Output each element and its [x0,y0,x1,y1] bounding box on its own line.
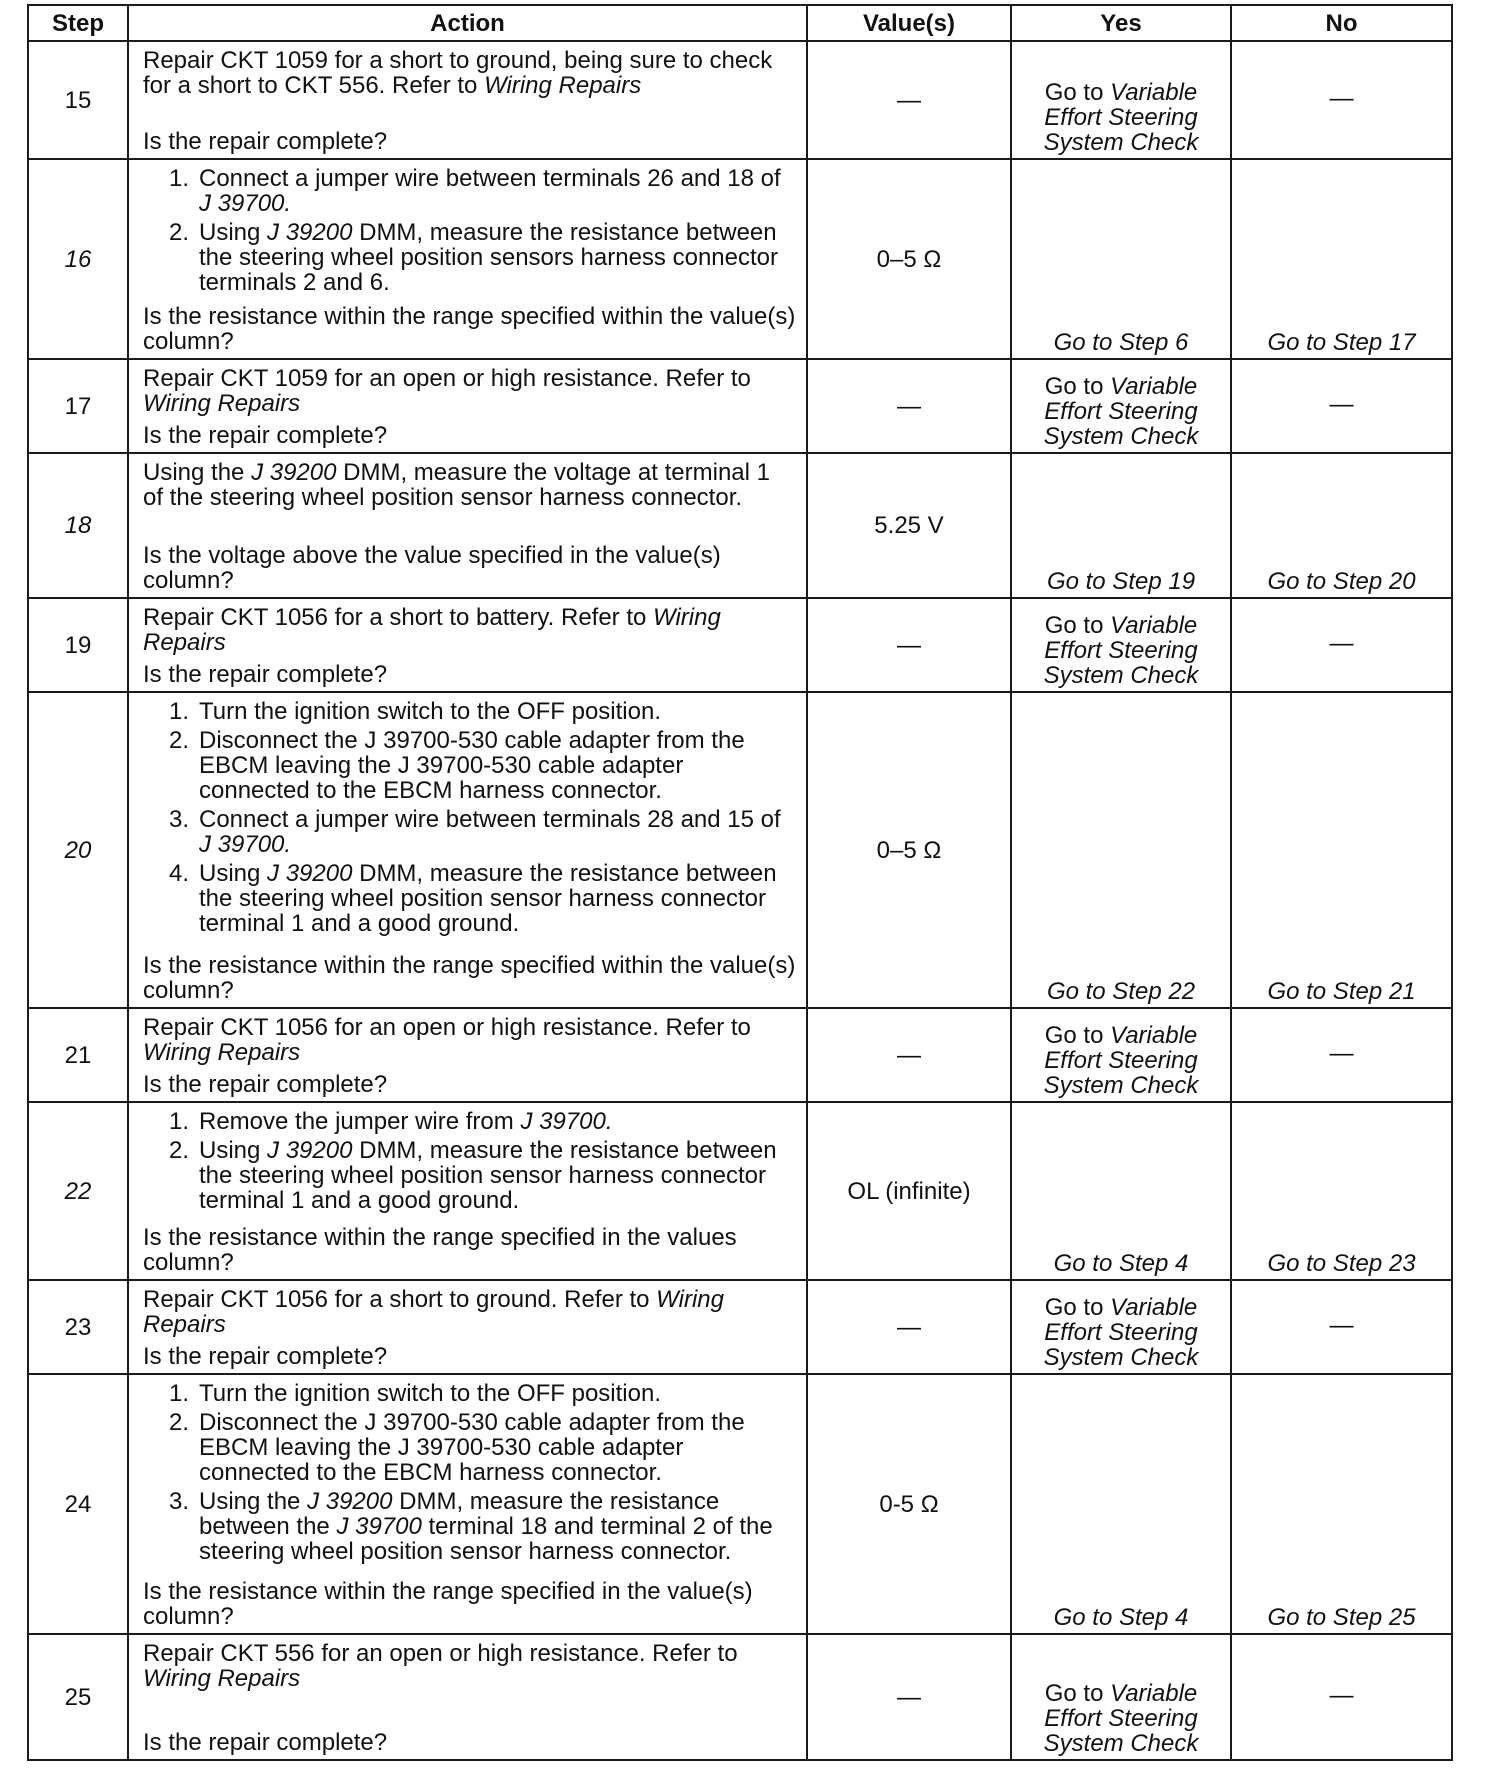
table-row [28,1634,1452,1760]
header-action: Action [128,5,807,41]
action-cell [128,1374,807,1634]
yes-cell [1011,1102,1231,1280]
action-cell [128,453,807,598]
table-row [28,359,1452,453]
action-step-item [143,807,796,857]
value-cell: 0-5 Ω [807,1374,1011,1634]
action-step-text: Turn the ignition switch to the OFF position. [199,698,661,725]
step-number: 25 [28,1634,128,1760]
yes-line: Effort Steering [1044,1047,1198,1074]
yes-line: Go to Variable [1044,79,1198,106]
yes-goto: Go to Step 4 [1053,1250,1189,1277]
action-question: Is the resistance within the range specified in the values column? [143,1224,737,1276]
action-step-item [143,728,796,803]
action-step-text: Disconnect the J 39700-530 cable adapter from the EBCM leaving the J 39700-530 cable adapter connected to the EBCM harness connector. [199,727,745,804]
action-step-text: Using J 39200 DMM, measure the resistance between the steering wheel position sensors harness connector terminals 2 and 6. [199,219,778,296]
action-step-number: 1. [168,698,189,725]
yes-cell [1011,1374,1231,1634]
yes-cell [1011,1634,1231,1760]
no-cell [1231,159,1452,359]
action-step-text: Remove the jumper wire from J 39700. [199,1108,613,1135]
action-question: Is the resistance within the range specified in the value(s) column? [143,1578,753,1630]
table-row [28,1008,1452,1102]
action-text: Using the J 39200 DMM, measure the voltage at terminal 1 of the steering wheel position sensor harness connector. [143,459,770,511]
action-step-text: Connect a jumper wire between terminals 26 and 18 of J 39700. [199,165,781,217]
action-step-item [143,1109,796,1134]
header-no: No [1231,5,1452,41]
action-cell [128,598,807,692]
table-row [28,692,1452,1008]
yes-line: Go to Variable [1044,1680,1198,1707]
yes-line: System Check [1043,1344,1199,1371]
value-cell: — [807,41,1011,159]
action-steps [143,699,796,940]
action-cell [128,1634,807,1760]
yes-cell [1011,692,1231,1008]
table-row [28,41,1452,159]
value-cell: — [807,598,1011,692]
value-cell: — [807,1008,1011,1102]
action-text: Repair CKT 556 for an open or high resistance. Refer to Wiring Repairs [143,1640,738,1692]
yes-goto: Go to Step 22 [1046,978,1196,1005]
yes-line: Effort Steering [1044,1319,1198,1346]
yes-cell [1011,453,1231,598]
action-cell [128,1102,807,1280]
table-row [28,1374,1452,1634]
yes-cell [1011,1008,1231,1102]
action-question: Is the repair complete? [143,1343,388,1370]
action-question: Is the resistance within the range specified within the value(s) column? [143,303,796,355]
action-cell [128,1280,807,1374]
action-text: Repair CKT 1056 for a short to ground. Refer to Wiring Repairs [143,1286,724,1338]
value-cell: — [807,359,1011,453]
header-step: Step [28,5,128,41]
action-cell [128,692,807,1008]
action-step-item [143,861,796,936]
value-cell: 0–5 Ω [807,692,1011,1008]
yes-line: System Check [1043,1730,1199,1757]
yes-line: Go to Variable [1044,373,1198,400]
yes-line: System Check [1043,1072,1199,1099]
action-step-number: 1. [168,1380,189,1407]
no-cell: — [1231,598,1452,692]
value-cell: 5.25 V [807,453,1011,598]
yes-line: Go to Variable [1044,1022,1198,1049]
yes-line: Effort Steering [1044,398,1198,425]
no-cell [1231,453,1452,598]
step-number: 23 [28,1280,128,1374]
no-cell: — [1231,1280,1452,1374]
no-cell [1231,692,1452,1008]
step-number: 15 [28,41,128,159]
yes-line: Effort Steering [1044,104,1198,131]
no-cell [1231,1374,1452,1634]
table-row [28,598,1452,692]
no-cell: — [1231,41,1452,159]
action-question: Is the voltage above the value specified in the value(s) column? [143,542,721,594]
action-question: Is the repair complete? [143,422,388,449]
step-number: 22 [28,1102,128,1280]
yes-cell [1011,359,1231,453]
action-step-item [143,1138,796,1213]
action-text: Repair CKT 1059 for a short to ground, being sure to check for a short to CKT 556. Refer to Wiring Repairs [143,47,773,99]
action-step-number: 4. [168,860,189,887]
table-row [28,1102,1452,1280]
action-question: Is the repair complete? [143,1729,388,1756]
table-row [28,453,1452,598]
yes-line: Go to Variable [1044,612,1198,639]
yes-line: System Check [1043,129,1199,156]
action-step-number: 2. [168,727,189,754]
step-number: 19 [28,598,128,692]
value-cell: OL (infinite) [807,1102,1011,1280]
action-step-item [143,1381,796,1406]
no-cell: — [1231,359,1452,453]
no-cell: — [1231,1008,1452,1102]
action-step-text: Connect a jumper wire between terminals 28 and 15 of J 39700. [199,806,781,858]
action-cell [128,1008,807,1102]
action-text: Repair CKT 1056 for an open or high resistance. Refer to Wiring Repairs [143,1014,751,1066]
yes-goto: Go to Step 4 [1053,1604,1189,1631]
yes-goto: Go to Step 19 [1046,568,1196,595]
action-question: Is the repair complete? [143,128,388,155]
step-number: 24 [28,1374,128,1634]
yes-line: Effort Steering [1044,637,1198,664]
table-row [28,1280,1452,1374]
action-question: Is the resistance within the range specified within the value(s) column? [143,952,796,1004]
header-values: Value(s) [807,5,1011,41]
action-steps [143,166,796,299]
action-step-item [143,1410,796,1485]
table-body [28,41,1452,1760]
step-number: 18 [28,453,128,598]
action-step-text: Disconnect the J 39700-530 cable adapter from the EBCM leaving the J 39700-530 cable adapter connected to the EBCM harness connector. [199,1409,745,1486]
step-number: 17 [28,359,128,453]
action-cell [128,359,807,453]
value-cell: — [807,1280,1011,1374]
action-step-text: Turn the ignition switch to the OFF position. [199,1380,661,1407]
yes-cell [1011,1280,1231,1374]
value-cell: 0–5 Ω [807,159,1011,359]
yes-line: System Check [1043,662,1199,689]
step-number: 20 [28,692,128,1008]
action-step-number: 3. [168,806,189,833]
action-step-number: 1. [168,1108,189,1135]
action-steps [143,1109,796,1217]
action-step-item [143,220,796,295]
no-cell [1231,1102,1452,1280]
action-step-number: 2. [168,219,189,246]
no-goto: Go to Step 20 [1267,568,1416,595]
action-step-text: Using the J 39200 DMM, measure the resistance between the J 39700 terminal 18 and terminal 2 of the steering wheel position sensor harness connector. [199,1488,773,1565]
no-goto: Go to Step 25 [1267,1604,1416,1631]
step-number: 21 [28,1008,128,1102]
action-question: Is the repair complete? [143,661,388,688]
yes-line: Go to Variable [1044,1294,1198,1321]
action-step-text: Using J 39200 DMM, measure the resistance between the steering wheel position sensor harness connector terminal 1 and a good ground. [199,860,777,937]
action-step-number: 2. [168,1137,189,1164]
no-goto: Go to Step 23 [1267,1250,1416,1277]
action-cell [128,41,807,159]
table-row [28,159,1452,359]
diagnostic-table [27,4,1453,1761]
action-steps [143,1381,796,1568]
yes-cell [1011,598,1231,692]
action-question: Is the repair complete? [143,1071,388,1098]
no-cell: — [1231,1634,1452,1760]
value-cell: — [807,1634,1011,1760]
no-goto: Go to Step 21 [1267,978,1416,1005]
table-header-row [28,5,1452,41]
action-text: Repair CKT 1056 for a short to battery. Refer to Wiring Repairs [143,604,721,656]
yes-goto: Go to Step 6 [1053,329,1189,356]
action-text: Repair CKT 1059 for an open or high resistance. Refer to Wiring Repairs [143,365,751,417]
yes-line: Effort Steering [1044,1705,1198,1732]
no-goto: Go to Step 17 [1267,329,1416,356]
action-step-number: 1. [168,165,189,192]
action-step-item [143,699,796,724]
step-number: 16 [28,159,128,359]
yes-line: System Check [1043,423,1199,450]
action-step-item [143,1489,796,1564]
action-cell [128,159,807,359]
action-step-number: 3. [168,1488,189,1515]
action-step-text: Using J 39200 DMM, measure the resistance between the steering wheel position sensor harness connector terminal 1 and a good ground. [199,1137,777,1214]
yes-cell [1011,41,1231,159]
action-step-item [143,166,796,216]
action-step-number: 2. [168,1409,189,1436]
yes-cell [1011,159,1231,359]
header-yes: Yes [1011,5,1231,41]
